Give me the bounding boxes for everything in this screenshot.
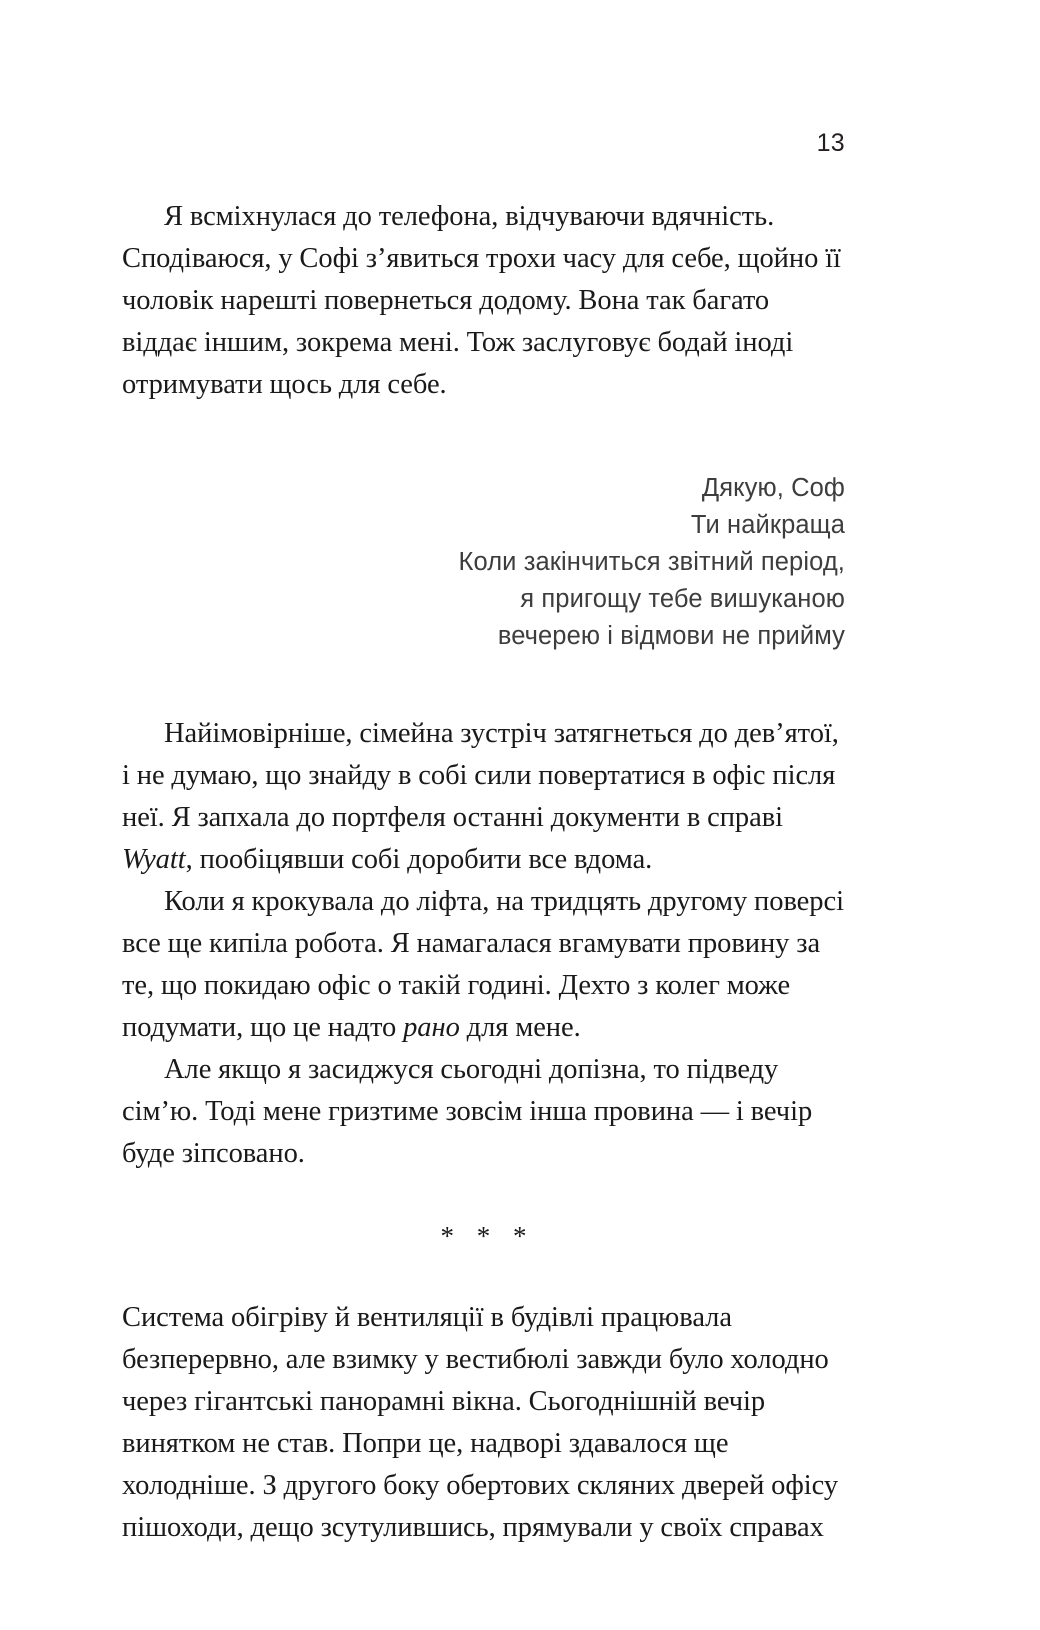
message-line: Дякую, Соф	[701, 474, 845, 502]
paragraph-group-main	[122, 713, 845, 1175]
spacer-after-message	[122, 655, 845, 713]
text-block	[122, 196, 845, 1549]
scene-break-separator: * * *	[440, 1221, 535, 1251]
spacer-before-scene-break	[122, 1175, 845, 1215]
page-number: 13	[816, 129, 845, 157]
message-line: Коли закінчиться звітний період,	[458, 548, 845, 576]
paragraph: Система обігріву й вентиляції в будівлі працювала безперервно, але взимку у вестибюлі завжди було холодно через гігантські панорамні вікна. Сьогоднішній вечір винятком не став. Попри це, надворі здавалося ще холодніше. З другого боку обертових скляних дверей офісу пішоходи, дещо зсутулившись, прямували у своїх справах	[122, 1302, 839, 1543]
emphasis-text: рано	[403, 1012, 460, 1043]
emphasis-text: Wyatt	[122, 844, 186, 875]
paragraph: Але якщо я засиджуся сьогодні допізна, то підведу сім’ю. Тоді мене гризтиме зовсім інша провина — і вечір буде зіпсовано.	[122, 1054, 813, 1169]
paragraph: Найімовірніше, сімейна зустріч затягнеться до дев’ятої, і не думаю, що знайду в собі сили повертатися в офіс після неї. Я запхала до портфеля останні документи в справі Wyatt, пообіцявши собі доробити все вдома.	[122, 718, 839, 875]
message-line: я пригощу тебе вишуканою	[520, 585, 845, 613]
text-message-block	[122, 470, 845, 655]
paragraph-group-closing	[122, 1297, 845, 1549]
paragraph: Коли я крокувала до ліфта, на тридцять другому поверсі все ще кипіла робота. Я намагалася вгамувати провину за те, що покидаю офіс о такій годині. Дехто з колег може подумати, що це надто рано для мене.	[122, 886, 844, 1043]
paragraph-group-opening	[122, 196, 845, 406]
paragraph: Я всміхнулася до телефона, відчуваючи вдячність. Сподіваюся, у Софі з’явиться трохи часу для себе, щойно її чоловік нарешті повернеться додому. Вона так багато віддає іншим, зокрема мені. Тож заслуговує бодай іноді отримувати щось для себе.	[122, 201, 841, 400]
spacer-after-scene-break	[122, 1257, 845, 1297]
spacer-before-message	[122, 406, 845, 470]
message-line: вечерею і відмови не прийму	[497, 622, 845, 650]
message-line: Ти найкраща	[690, 511, 845, 539]
